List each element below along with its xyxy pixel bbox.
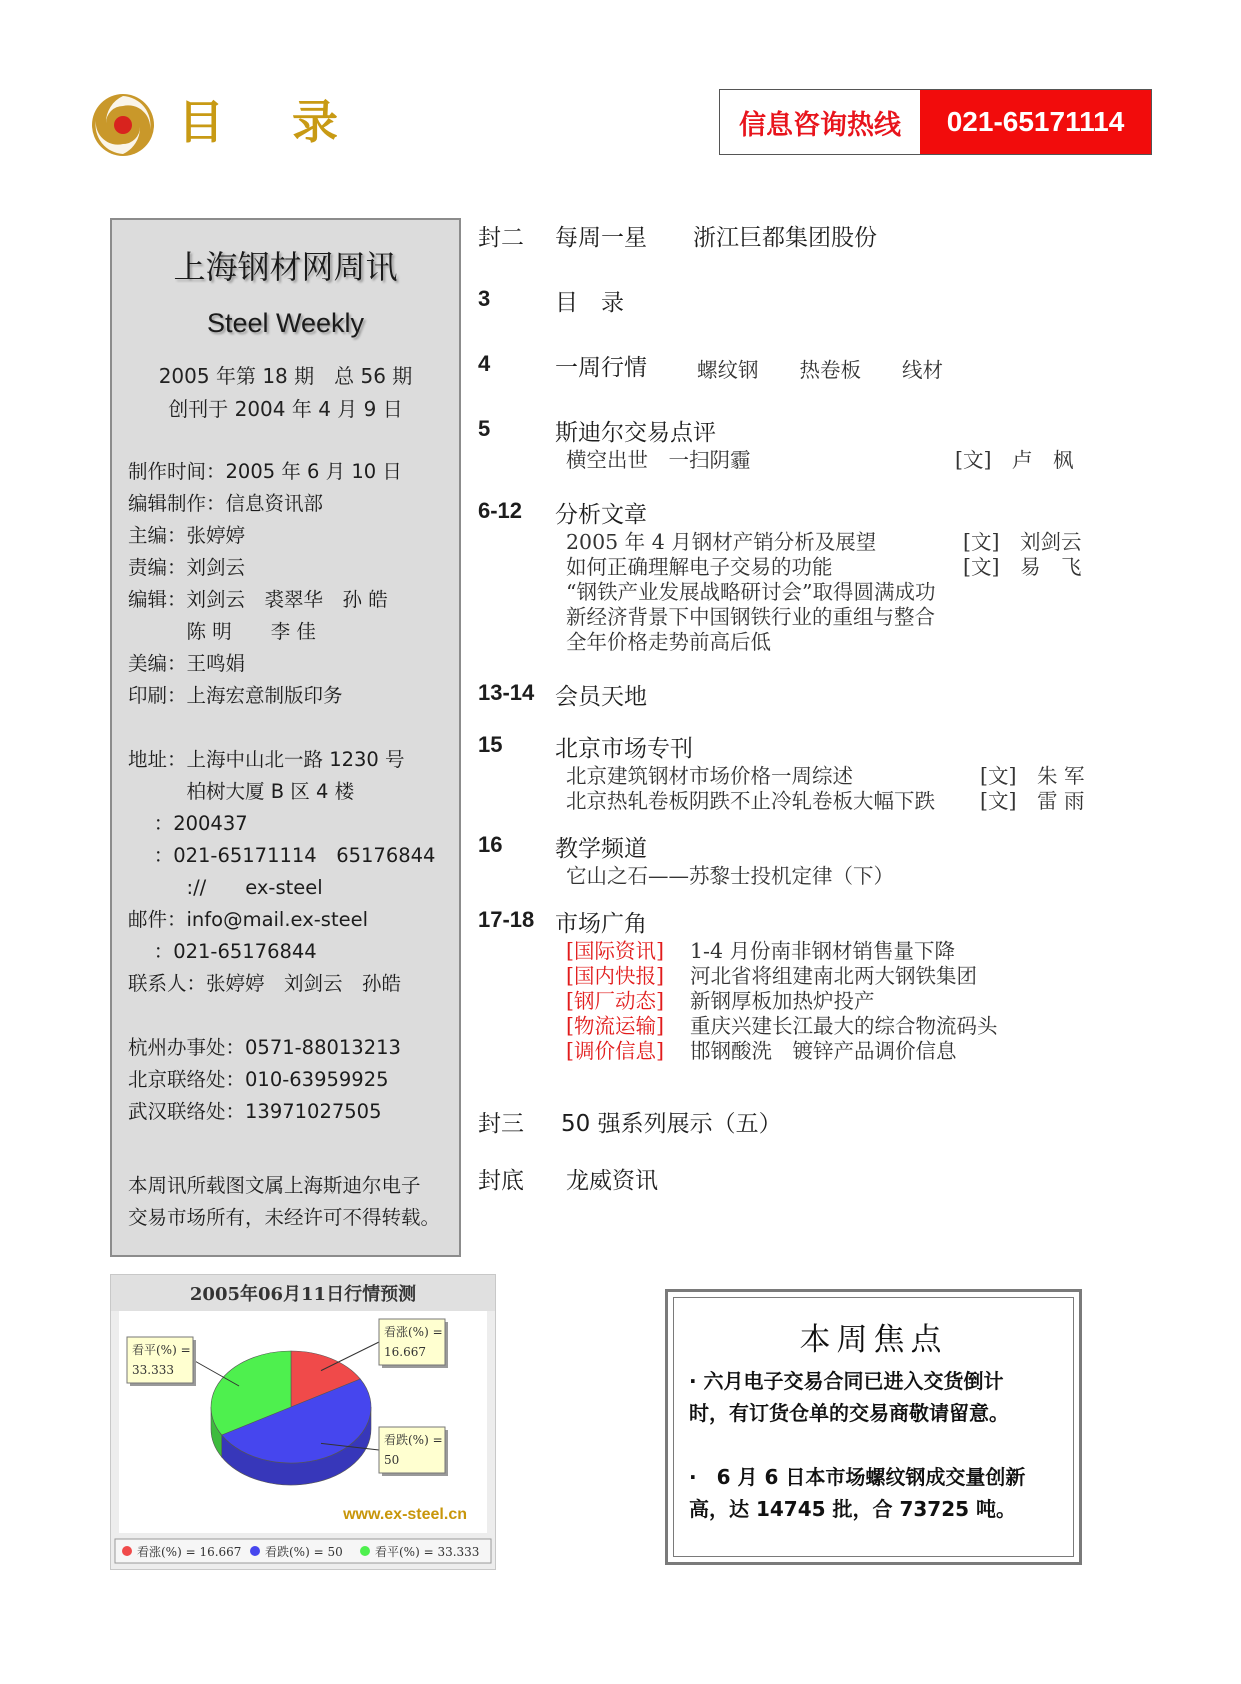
toc-sub-item[interactable]: 1-4 月份南非钢材销售量下降	[690, 939, 956, 963]
chart-watermark: www.ex-steel.cn	[343, 1506, 467, 1523]
toc-entry-trade-review[interactable]: 斯迪尔交易点评	[555, 420, 716, 446]
toc-author: [文] 易 飞	[963, 555, 1082, 579]
masthead-line: 北京联络处：010-63959925	[128, 1068, 389, 1091]
masthead-line: 柏树大厦 B 区 4 楼	[128, 780, 355, 803]
toc-tag: [国际资讯]	[566, 939, 664, 963]
toc-tag: [调价信息]	[566, 1039, 664, 1063]
toc-page-5: 5	[478, 416, 491, 441]
masthead-line: 陈 明 李 佳	[128, 620, 316, 643]
masthead-line: 责编：刘剑云	[128, 556, 246, 579]
masthead-line: 编辑制作：信息资讯部	[128, 492, 324, 515]
legend-swatch	[360, 1546, 370, 1556]
pie-callout-label: 看涨(%) =	[384, 1325, 443, 1339]
pie-callout-value: 16.667	[384, 1345, 426, 1359]
toc-tag: [国内快报]	[566, 964, 664, 988]
toc-entry-analysis[interactable]: 分析文章	[555, 502, 647, 528]
masthead-line: 邮件：info@mail.ex-steel	[128, 908, 368, 931]
toc-sub-item[interactable]: 全年价格走势前高后低	[566, 630, 771, 654]
pie-callout-label: 看跌(%) =	[384, 1433, 443, 1447]
masthead-line: 美编：王鸣娟	[128, 652, 246, 675]
masthead-line: ：021-65176844	[128, 940, 317, 963]
toc-page-15: 15	[478, 732, 503, 757]
toc-sub-item[interactable]: 北京建筑钢材市场价格一周综述	[566, 764, 853, 788]
toc-author: [文] 雷 雨	[980, 789, 1085, 813]
founded-date: 创刊于 2004 年 4 月 9 日	[168, 397, 403, 421]
toc-entry-market-view[interactable]: 市场广角	[555, 911, 647, 937]
toc-page-3: 3	[478, 286, 491, 311]
issue-number: 2005 年第 18 期 总 56 期	[158, 364, 413, 388]
pie-callout-value: 33.333	[132, 1363, 174, 1377]
legend-swatch	[250, 1546, 260, 1556]
copyright-line: 交易市场所有，未经许可不得转载。	[128, 1206, 441, 1229]
masthead-line: :// ex-steel	[128, 876, 323, 899]
focus-line: 时，有订货仓单的交易商敬请留意。	[689, 1401, 1009, 1425]
toc-label-cover3: 封三	[478, 1111, 524, 1137]
toc-tag: [物流运输]	[566, 1014, 664, 1038]
masthead-line: 地址：上海中山北一路 1230 号	[128, 748, 405, 771]
masthead-line: 印刷：上海宏意制版印务	[128, 684, 343, 707]
toc-author: [文] 朱 军	[980, 764, 1085, 788]
toc-sub-item[interactable]: 2005 年 4 月钢材产销分析及展望	[566, 530, 877, 554]
toc-label-cover2: 封二	[478, 225, 524, 251]
focus-line: 高，达 14745 批，合 73725 吨。	[689, 1497, 1017, 1521]
toc-sub-item[interactable]: 北京热轧卷板阴跌不止冷轧卷板大幅下跌	[566, 789, 935, 813]
page-title: 目 录	[178, 95, 365, 149]
toc-sub-item[interactable]: 河北省将组建南北两大钢铁集团	[690, 964, 977, 988]
toc-page-16: 16	[478, 832, 503, 857]
toc-author: [文] 刘剑云	[963, 530, 1082, 554]
masthead-line: ：200437	[128, 812, 248, 835]
toc-page-6-12: 6-12	[478, 498, 523, 523]
toc-entry-teaching[interactable]: 教学频道	[555, 836, 647, 862]
toc-author: [文] 卢 枫	[955, 448, 1074, 472]
toc-page-13-14: 13-14	[478, 680, 535, 705]
masthead-line: 联系人：张婷婷 刘剑云 孙皓	[128, 972, 402, 995]
weekly-focus-title: 本周焦点	[799, 1322, 948, 1358]
masthead-box	[110, 218, 461, 1257]
focus-line: · 六月电子交易合同已进入交货倒计	[689, 1369, 1004, 1393]
pie-callout-value: 50	[384, 1453, 400, 1467]
masthead-line: 制作时间：2005 年 6 月 10 日	[128, 460, 402, 483]
masthead-line: 杭州办事处：0571-88013213	[128, 1036, 401, 1059]
toc-entry-weekly-market[interactable]: 一周行情	[555, 355, 647, 381]
toc-sub-item[interactable]: 邯钢酸洗 镀锌产品调价信息	[690, 1039, 957, 1063]
legend-label: 看跌(%) = 50	[265, 1545, 343, 1559]
focus-line: · 6 月 6 日本市场螺纹钢成交量创新	[689, 1465, 1026, 1489]
weekly-focus-box	[665, 1289, 1082, 1565]
toc-sub-item[interactable]: 如何正确理解电子交易的功能	[566, 555, 833, 579]
masthead-line: ：021-65171114 65176844	[128, 844, 436, 867]
toc-sub-item[interactable]: 新钢厚板加热炉投产	[690, 989, 875, 1013]
masthead-line: 主编：张婷婷	[128, 524, 246, 547]
toc-page-17-18: 17-18	[478, 907, 535, 932]
toc-entry-back-cover[interactable]: 龙威资讯	[566, 1168, 658, 1194]
forecast-chart-panel	[110, 1274, 496, 1570]
masthead-line: 编辑：刘剑云 裘翠华 孙 皓	[128, 588, 388, 611]
publication-title-cn: 上海钢材网周讯	[173, 248, 398, 286]
pie-callout-label: 看平(%) =	[132, 1343, 191, 1357]
hotline-box	[719, 89, 1152, 155]
toc-entry-members[interactable]: 会员天地	[555, 684, 647, 710]
toc-tag: [钢厂动态]	[566, 989, 664, 1013]
toc-entry-cover2[interactable]: 每周一星 浙江巨都集团股份	[555, 225, 877, 251]
forecast-pie-chart	[111, 1275, 495, 1569]
legend-label: 看涨(%) = 16.667	[137, 1545, 242, 1559]
legend-swatch	[122, 1546, 132, 1556]
publication-title-en: Steel Weekly	[206, 308, 365, 338]
hotline-number[interactable]: 021-65171114	[920, 90, 1151, 154]
chart-title: 2005年06月11日行情预测	[189, 1284, 417, 1305]
hotline-label: 信息咨询热线	[720, 90, 920, 154]
toc-sub-item[interactable]: 横空出世 一扫阴霾	[566, 448, 751, 472]
toc-entry-contents[interactable]: 目 录	[555, 290, 624, 316]
toc-sub-weekly-market: 螺纹钢 热卷板 线材	[697, 358, 943, 382]
toc-sub-item[interactable]: “钢铁产业发展战略研讨会”取得圆满成功	[566, 580, 936, 604]
toc-label-back-cover: 封底	[478, 1168, 524, 1194]
legend-label: 看平(%) = 33.333	[375, 1545, 480, 1559]
toc-page-4: 4	[478, 351, 491, 376]
toc-sub-item[interactable]: 重庆兴建长江最大的综合物流码头	[690, 1014, 998, 1038]
toc-entry-cover3[interactable]: 50 强系列展示（五）	[561, 1111, 782, 1137]
toc-sub-item[interactable]: 新经济背景下中国钢铁行业的重组与整合	[566, 605, 935, 629]
logo-icon	[90, 92, 156, 158]
masthead-line: 武汉联络处：13971027505	[128, 1100, 382, 1123]
copyright-line: 本周讯所载图文属上海斯迪尔电子	[128, 1174, 421, 1197]
toc-sub-item[interactable]: 它山之石——苏黎士投机定律（下）	[566, 864, 894, 888]
toc-entry-beijing-market[interactable]: 北京市场专刊	[555, 736, 693, 762]
